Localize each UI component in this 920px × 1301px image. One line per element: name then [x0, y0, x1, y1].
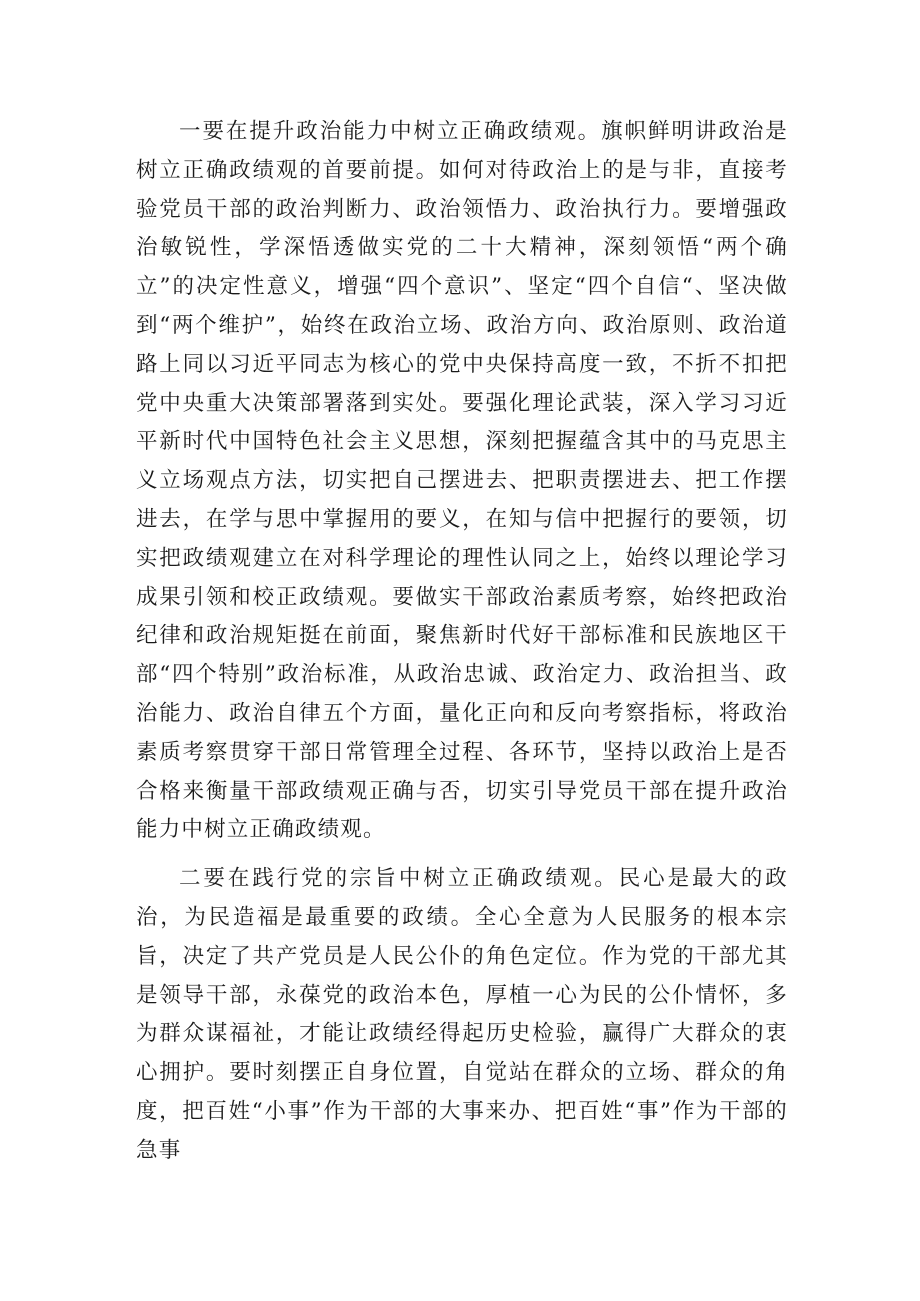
- paragraph-2: 二要在践行党的宗旨中树立正确政绩观。民心是最大的政治，为民造福是最重要的政绩。全心全意为人民服务的根本宗旨，决定了共产党员是人民公仆的角色定位。作为党的干部尤其是领导干部，永葆党的政治本色，厚植一心为民的公仆情怀，多为群众谋福祉，才能让政绩经得起历史检验，赢得广大群众的衷心拥护。要时刻摆正自身位置，自觉站在群众的立场、群众的角度，把百姓“小事”作为干部的大事来办、把百姓“事”作为干部的急事: [136, 866, 788, 1163]
- document-body: [136, 113, 788, 1181]
- paragraph-1: 一要在提升政治能力中树立正确政绩观。旗帜鲜明讲政治是树立正确政绩观的首要前提。如何对待政治上的是与非，直接考验党员干部的政治判断力、政治领悟力、政治执行力。要增强政治敏锐性，学深悟透做实党的二十大精神，深刻领悟“两个确立”的决定性意义，增强“四个意识”、坚定“四个自信“、坚决做到“两个维护”，始终在政治立场、政治方向、政治原则、政治道路上同以习近平同志为核心的党中央保持高度一致，不折不扣把党中央重大决策部署落到实处。要强化理论武装，深入学习习近平新时代中国特色社会主义思想，深刻把握蕴含其中的马克思主义立场观点方法，切实把自己摆进去、把职责摆进去、把工作摆进去，在学与思中掌握用的要义，在知与信中把握行的要领，切实把政绩观建立在对科学理论的理性认同之上，始终以理论学习成果引领和校正政绩观。要做实干部政治素质考察，始终把政治纪律和政治规矩挺在前面，聚焦新时代好干部标准和民族地区干部“四个特别”政治标准，从政治忠诚、政治定力、政治担当、政治能力、政治自律五个方面，量化正向和反向考察指标，将政治素质考察贯穿干部日常管理全过程、各环节，坚持以政治上是否合格来衡量干部政绩观正确与否，切实引导党员干部在提升政治能力中树立正确政绩观。: [136, 119, 788, 843]
